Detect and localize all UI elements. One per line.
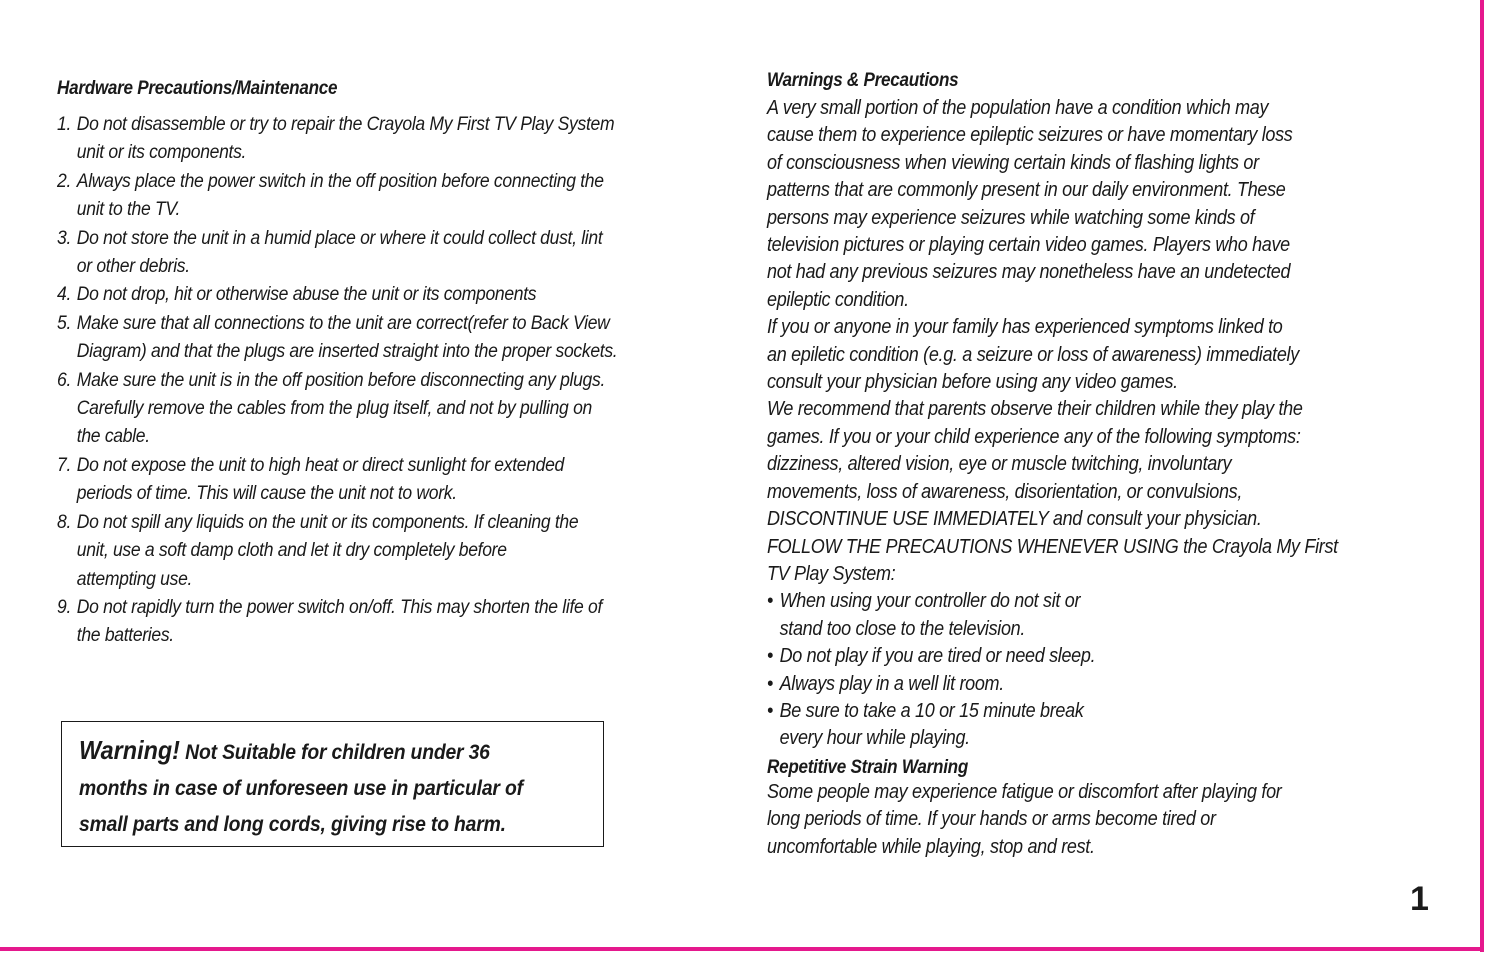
symptoms-paragraph: We recommend that parents observe their children while they play the games. If you or your child experience any of the following symptoms: dizziness, altered vision, eye or muscle twitching, involuntary movements, loss of awareness, disorientation, or convulsions, DISCONTINUE USE IMMEDIATELY and consult your physician.	[767, 398, 1303, 531]
list-item-text: Do not drop, hit or otherwise abuse the unit or its components	[76, 283, 537, 306]
list-item-text: Do not store the unit in a humid place or where it could collect dust, lint or other debris.	[76, 226, 603, 278]
page-border-bottom	[0, 947, 1484, 951]
list-item-text: Always play in a well lit room.	[779, 672, 1004, 695]
epilepsy-paragraph: A very small portion of the population have a condition which may cause them to experience epileptic seizures or have momentary loss of consciousness when viewing certain kinds of flashing lights or patterns that are commonly present in our daily environment. These persons may experience seizures while watching some kinds of television pictures or playing certain video games. Players who have not had any previous seizures may nonetheless have an undetected epileptic condition.	[767, 97, 1293, 311]
list-item-text: Make sure that all connections to the unit are correct(refer to Back View Diagram) and that the plugs are inserted straight into the proper sockets.	[76, 311, 618, 363]
list-item	[57, 366, 761, 451]
list-item-number: 6.	[57, 368, 72, 391]
list-item	[57, 280, 761, 308]
bullet-icon: •	[767, 645, 773, 668]
repetitive-strain-heading: Repetitive Strain Warning	[767, 756, 969, 778]
list-item-number: 8.	[57, 510, 72, 533]
warnings-precautions-section	[767, 70, 1467, 861]
list-item	[57, 110, 761, 167]
hardware-precautions-section	[57, 72, 737, 650]
list-item-number: 1.	[57, 113, 72, 135]
list-item-text: Do not spill any liquids on the unit or its components. If cleaning the unit, use a soft damp cloth and let it dry completely before attempting use.	[76, 510, 579, 590]
list-item-number: 2.	[57, 169, 72, 192]
list-item	[57, 224, 761, 281]
warning-text: Not Suitable for children under 36 months in case of unforeseen use in particular of small parts and long cords, giving rise to harm.	[79, 740, 523, 836]
list-item-number: 3.	[57, 226, 72, 249]
page-border-right	[1480, 0, 1484, 952]
list-item-number: 7.	[57, 453, 72, 476]
warnings-precautions-heading: Warnings & Precautions	[767, 70, 959, 91]
list-item	[57, 451, 761, 508]
list-item	[57, 167, 761, 224]
list-item-text: Do not play if you are tired or need sleep.	[779, 645, 1096, 668]
list-item-text: Do not expose the unit to high heat or direct sunlight for extended periods of time. This will cause the unit not to work.	[76, 453, 565, 505]
list-item-text: When using your controller do not sit or stand too close to the television.	[779, 590, 1081, 640]
precautions-bullet-list	[767, 588, 1467, 752]
bullet-icon: •	[767, 672, 773, 695]
list-item	[767, 671, 1410, 698]
warning-box	[61, 721, 604, 847]
list-item-number: 9.	[57, 595, 72, 618]
list-item-text: Do not disassemble or try to repair the Crayola My First TV Play System unit or its components.	[76, 113, 615, 164]
list-item-text: Always place the power switch in the off position before connecting the unit to the TV.	[76, 169, 604, 221]
list-item-text: Make sure the unit is in the off position before disconnecting any plugs. Carefully remove the cables from the plug itself, and not by pulling on the cable.	[76, 368, 606, 448]
list-item	[57, 593, 761, 650]
repetitive-strain-paragraph: Some people may experience fatigue or discomfort after playing for long periods of time. If your hands or arms become tired or uncomfortable while playing, stop and rest.	[767, 780, 1282, 858]
list-item	[57, 508, 761, 593]
warning-message	[79, 732, 583, 842]
list-item	[767, 588, 1410, 643]
bullet-icon: •	[767, 699, 773, 722]
list-item	[767, 643, 1410, 670]
page-number: 1	[1410, 880, 1429, 918]
list-item-text: Be sure to take a 10 or 15 minute break every hour while playing.	[779, 699, 1084, 750]
list-item-text: Do not rapidly turn the power switch on/off. This may shorten the life of the batteries.	[76, 595, 603, 647]
list-item	[57, 309, 761, 366]
list-item-number: 5.	[57, 311, 72, 334]
list-item-number: 4.	[57, 283, 72, 306]
warning-label: Warning!	[79, 735, 180, 765]
hardware-precautions-heading: Hardware Precautions/Maintenance	[57, 78, 338, 99]
follow-precautions-paragraph: FOLLOW THE PRECAUTIONS WHENEVER USING the Crayola My First TV Play System:	[767, 535, 1338, 585]
bullet-icon: •	[767, 590, 773, 613]
family-history-paragraph: If you or anyone in your family has experienced symptoms linked to an epiletic condition (e.g. a seizure or loss of awareness) immediately consult your physician before using any video games.	[767, 316, 1299, 394]
list-item	[767, 698, 1410, 753]
hardware-precautions-list	[57, 110, 737, 650]
